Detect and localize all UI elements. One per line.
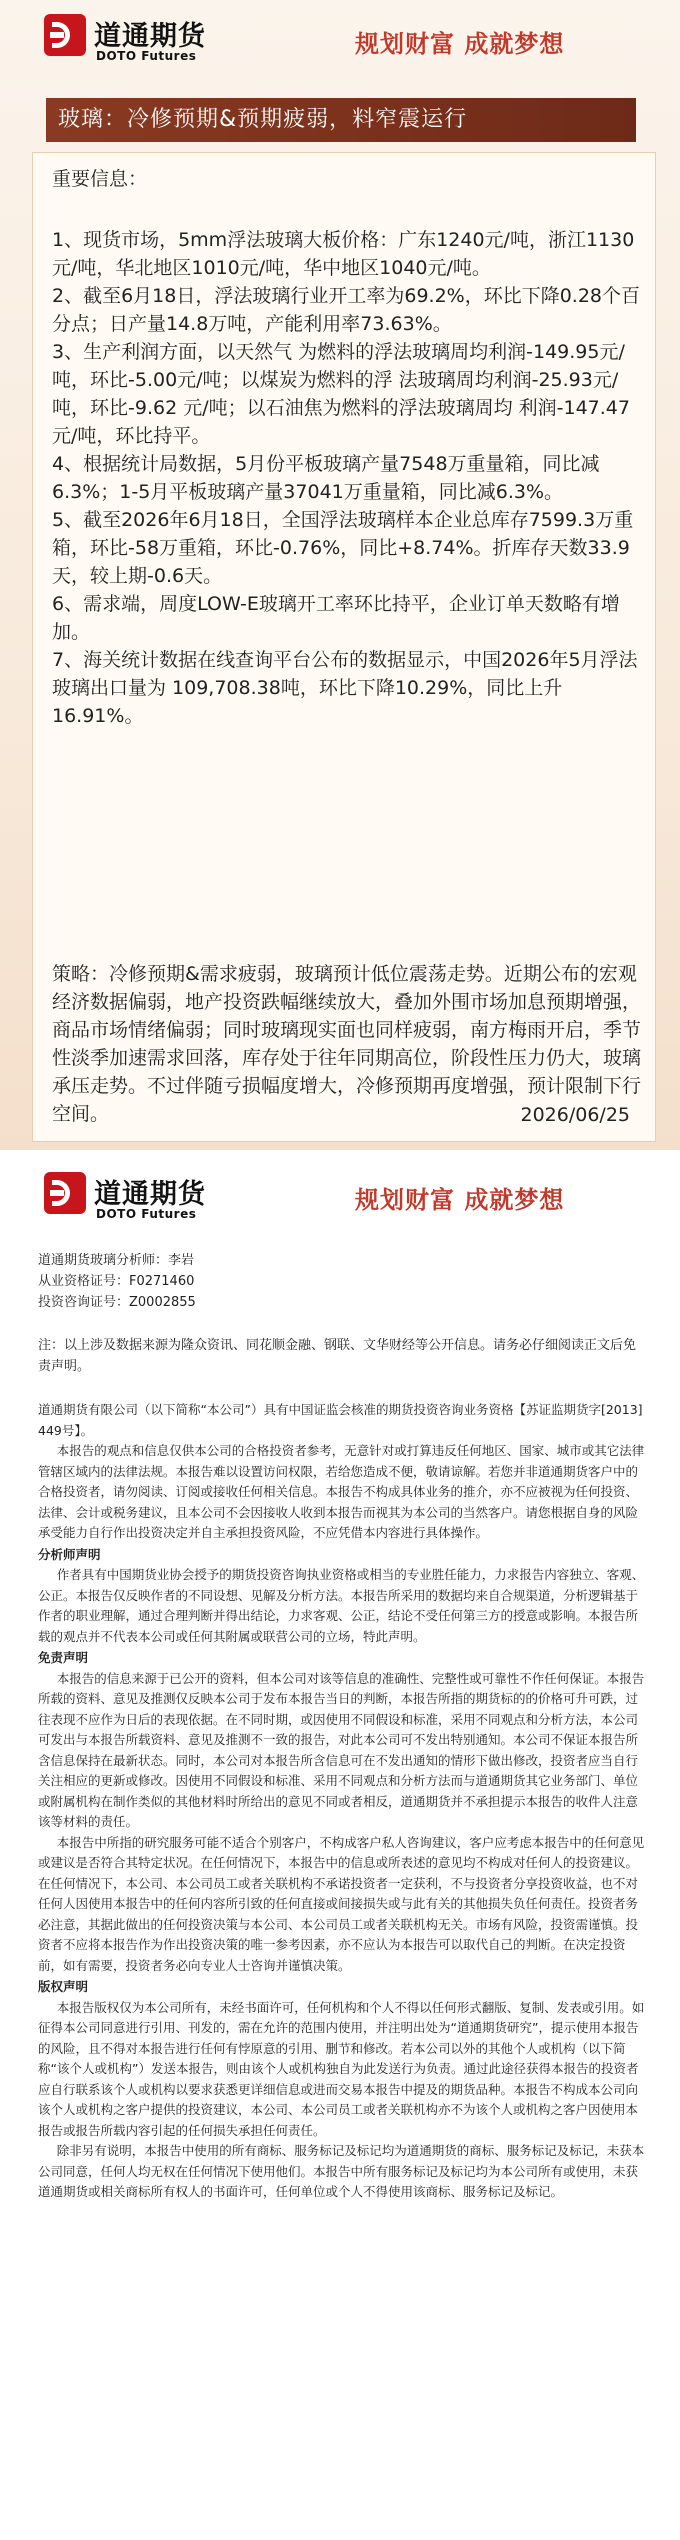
disclaimer-paragraph: 除非另有说明，本报告中使用的所有商标、服务标记及标记均为道通期货的商标、服务标记及标记，未获本公司同意，任何人均无权在任何情况下使用他们。本报告中所有服务标记及标记均为本公司所有或使用，未获道通期货或相关商标所有权人的书面许可，任何单位或个人不得使用该商标、服务标记及标记。 (38, 2143, 645, 2199)
brand-name-cn: 道通期货 (94, 1179, 206, 1210)
info-item: 5、截至2026年6月18日，全国浮法玻璃样本企业总库存7599.3万重箱，环比-58万重箱，环比-0.76%，同比+8.74%。折库存天数33.9天，较上期-0.6天。 (52, 509, 634, 587)
report-title: 玻璃：冷修预期&预期疲弱，料窄震运行 (46, 98, 636, 142)
doto-logo-icon (44, 1172, 86, 1214)
copyright-heading: 版权声明 (38, 1979, 89, 1994)
brand-name-cn: 道通期货 (94, 21, 206, 52)
analyst-statement-heading: 分析师声明 (38, 1546, 101, 1562)
consulting-number: 投资咨询证号：Z0002855 (38, 1295, 196, 1310)
disclaimer-paragraph: 本报告的观点和信息仅供本公司的合格投资者参考，无意针对或打算违反任何地区、国家、城市或其它法律管辖区域内的法律法规。本报告难以设置访问权限，若给您造成不便，敬请谅解。若您并非道通期货客户中的合格投资者，请勿阅读、订阅或接收任何相关信息。本报告不构成具体业务的推介，亦不应被视为任何投资、法律、会计或税务建议，且本公司不会因接收人收到本报告而视其为本公司的当然客户。请您根据自身的风险承受能力自行作出投资决定并自主承担投资风险，不应凭借本内容进行具体操作。 (38, 1443, 645, 1540)
header (0, 0, 680, 82)
analyst-info (38, 1250, 196, 1313)
info-item: 2、截至6月18日，浮法玻璃行业开工率为69.2%，环比下降0.28个百分点；日产量14.8万吨，产能利用率73.63%。 (52, 285, 641, 335)
report-date: 2026/06/25 (520, 1104, 630, 1126)
info-item: 1、现货市场，5mm浮法玻璃大板价格：广东1240元/吨，浙江1130元/吨，华北地区1010元/吨，华中地区1040元/吨。 (52, 229, 635, 279)
info-heading: 重要信息： (52, 168, 148, 190)
disclaimer-paragraph: 本报告中所指的研究服务可能不适合个别客户，不构成客户私人咨询建议，客户应考虑本报告中的任何意见或建议是否符合其特定状况。在任何情况下，本报告中的信息或所表述的意见均不构成对任何人的投资建议。在任何情况下，本公司、本公司员工或者关联机构不承诺投资者一定获利，不与投资者分享投资收益，也不对任何人因使用本报告中的任何内容所引致的任何直接或间接损失或与此有关的其他损失负任何责任。投资者务必注意，其据此做出的任何投资决策与本公司、本公司员工或者关联机构无关。市场有风险，投资需谨慎。投资者不应将本报告作为作出投资决策的唯一参考因素，亦不应认为本报告可以取代自己的判断。在决定投资前，如有需要，投资者务必向专业人士咨询并谨慎决策。 (38, 1834, 645, 1973)
brand-name-en: DOTO Futures (96, 1207, 197, 1221)
qualification-number: 从业资格证号：F0271460 (38, 1274, 195, 1289)
disclaimer-paragraph: 作者具有中国期货业协会授予的期货投资咨询执业资格或相当的专业胜任能力，力求报告内容独立、客观、公正。本报告仅反映作者的不同设想、见解及分析方法。本报告所采用的数据均来自合规渠道，分析逻辑基于作者的职业理解，通过合理判断并得出结论，力求客观、公正，结论不受任何第三方的授意或影响。本报告所载的观点并不代表本公司或任何其附属或联营公司的立场，特此声明。 (38, 1567, 645, 1644)
strategy-text: 策略：冷修预期&需求疲弱，玻璃预计低位震荡走势。近期公布的宏观经济数据偏弱，地产投资跌幅继续放大，叠加外围市场加息预期增强，商品市场情绪偏弱；同时玻璃现实面也同样疲弱，南方梅雨开启，季节性淡季加速需求回落，库存处于往年同期高位，阶段性压力仍大，玻璃承压走势。不过伴随亏损幅度增大，冷修预期再度增强，预计限制下行空间。 (52, 963, 642, 1125)
brand-name-en: DOTO Futures (96, 49, 197, 63)
source-note-text: 注：以上涉及数据来源为隆众资讯、同花顺金融、钢联、文华财经等公开信息。请务必仔细阅读正文后免责声明。 (38, 1338, 637, 1374)
disclaimer-section (0, 1150, 680, 2540)
header-2 (0, 1150, 680, 1232)
info-item: 6、需求端，周度LOW-E玻璃开工率环比持平，企业订单天数略有增加。 (52, 593, 620, 643)
disclaimer-paragraph: 本报告的信息来源于已公开的资料，但本公司对该等信息的准确性、完整性或可靠性不作任何保证。本报告所载的资料、意见及推测仅反映本公司于发布本报告当日的判断，本报告所指的期货标的的价格可升可跌，过往表现不应作为日后的表现依据。在不同时期，或因使用不同假设和标准，采用不同观点和分析方法，本公司可发出与本报告所载资料、意见及推测不一致的报告，对此本公司可不发出特别通知。本公司不保证本报告所含信息保持在最新状态。同时，本公司对本报告所含信息可在不发出通知的情形下做出修改，投资者应当自行关注相应的更新或修改。因使用不同假设和标准、采用不同观点和分析方法而与道通期货其它业务部门、单位或附属机构在制作类似的其他材料时所给出的意见不同或者相反，道通期货并不承担提示本报告的收件人注意该等材料的责任。 (38, 1670, 645, 1829)
brand-slogan: 规划财富 成就梦想 (355, 1186, 565, 1214)
analyst-name: 道通期货玻璃分析师：李岩 (38, 1253, 195, 1268)
source-note (38, 1335, 642, 1377)
disclaimer-heading: 免责声明 (38, 1650, 89, 1665)
brand-slogan: 规划财富 成就梦想 (355, 30, 565, 58)
info-item: 4、根据统计局数据，5月份平板玻璃产量7548万重量箱，同比减6.3%；1-5月平板玻璃产量37041万重量箱，同比减6.3%。 (52, 453, 600, 503)
info-item: 3、生产利润方面，以天然气 为燃料的浮法玻璃周均利润-149.95元/ 吨，环比-5.00元/吨；以煤炭为燃料的浮 法玻璃周均利润-25.93元/吨，环比-9.62 元/吨；以石油焦为燃料的浮法玻璃周均 利润-147.47元/吨，环比持平。 (52, 341, 630, 447)
doto-logo-icon (44, 14, 86, 56)
info-item: 7、海关统计数据在线查询平台公布的数据显示，中国2026年5月浮法玻璃出口量为 109,708.38吨，环比下降10.29%，同比上升16.91%。 (52, 649, 638, 727)
report-section (0, 0, 680, 1150)
info-items (52, 226, 646, 730)
strategy (52, 960, 646, 1128)
company-intro: 道通期货有限公司（以下简称“本公司”）具有中国证监会核准的期货投资咨询业务资格【苏证监期货字[2013] 449号】。 (38, 1402, 643, 1438)
disclaimer-body (38, 1400, 648, 2203)
disclaimer-paragraph: 本报告版权仅为本公司所有，未经书面许可，任何机构和个人不得以任何形式翻版、复制、发表或引用。如征得本公司同意进行引用、刊发的，需在允许的范围内使用，并注明出处为“道通期货研究”，提示使用本报告的风险，且不得对本报告进行任何有悖原意的引用、删节和修改。若本公司以外的其他个人或机构（以下简称“该个人或机构”）发送本报告，则由该个人或机构独自为此发送行为负责。通过此途径获得本报告的投资者应自行联系该个人或机构以要求获悉更详细信息或进而交易本报告中提及的期货品种。本报告不构成本公司向该个人或机构之客户提供的投资建议，本公司、本公司员工或者关联机构亦不为该个人或机构之客户因使用本报告或报告所载内容引起的任何损失承担任何责任。 (38, 1999, 645, 2138)
